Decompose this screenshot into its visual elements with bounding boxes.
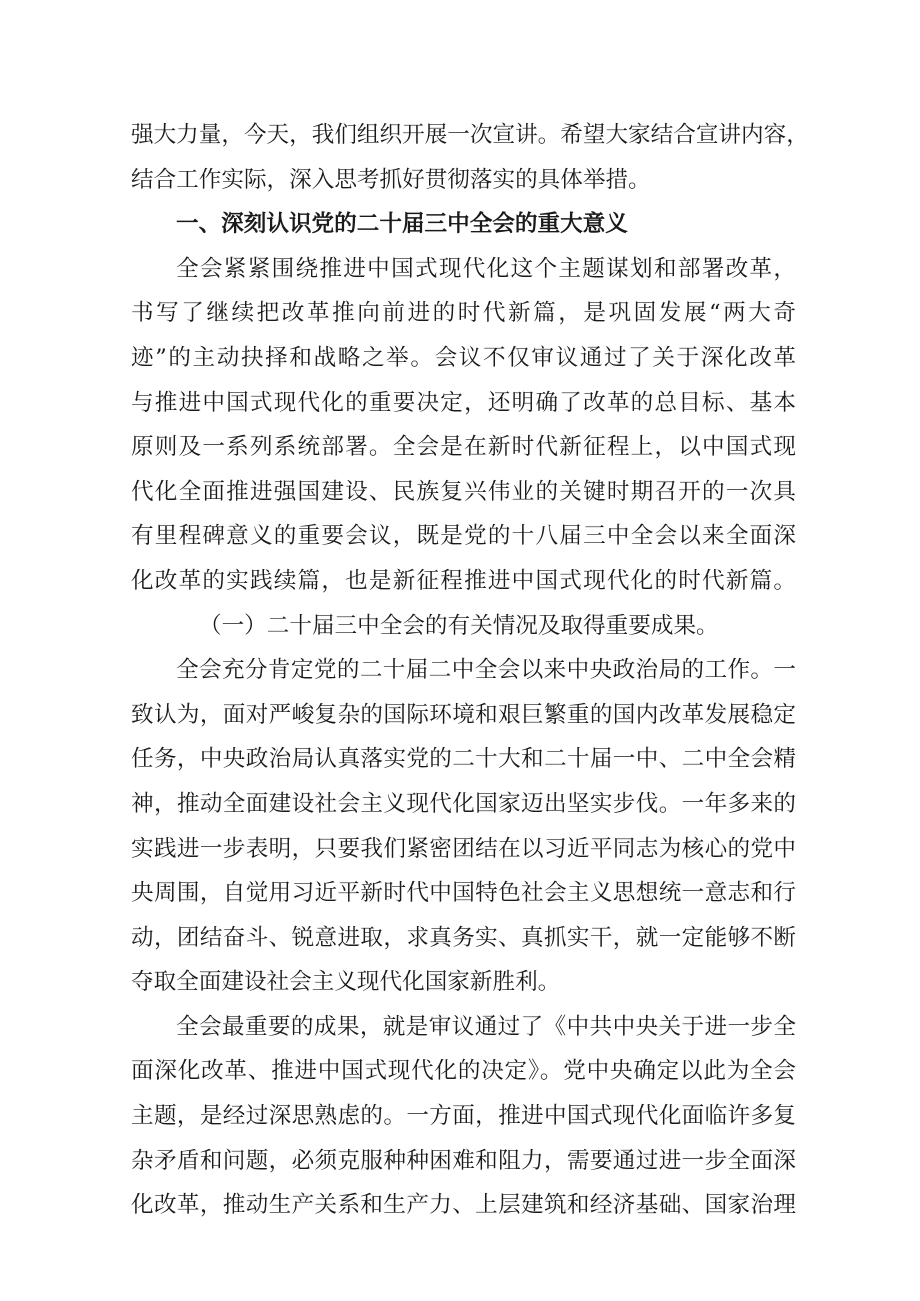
text-line: 原则及一系列系统部署。全会是在新时代新征程上，以中国式现: [131, 434, 796, 461]
text-line: 全会紧紧围绕推进中国式现代化这个主题谋划和部署改革，: [176, 255, 796, 282]
text-line: 神，推动全面建设社会主义现代化国家迈出坚实步伐。一年多来的: [131, 790, 796, 817]
text-line: 夺取全面建设社会主义现代化国家新胜利。: [131, 969, 561, 996]
text-line: 央周围，自觉用习近平新时代中国特色社会主义思想统一意志和行: [131, 880, 796, 907]
text-line: 代化全面推进强国建设、民族复兴伟业的关键时期召开的一次具: [131, 478, 796, 505]
text-line: 结合工作实际，深入思考抓好贯彻落实的具体举措。: [131, 166, 651, 193]
text-line: 致认为，面对严峻复杂的国际环境和艰巨繁重的国内改革发展稳定: [131, 701, 796, 728]
text-line: 迹”的主动抉择和战略之举。会议不仅审议通过了关于深化改革: [131, 344, 796, 371]
text-line: 面深化改革、推进中国式现代化的决定》。党中央确定以此为全会: [131, 1058, 796, 1085]
text-line: 实践进一步表明，只要我们紧密团结在以习近平同志为核心的党中: [131, 835, 796, 862]
text-line: 有里程碑意义的重要会议，既是党的十八届三中全会以来全面深: [131, 523, 796, 550]
text-line: 全会充分肯定党的二十届二中全会以来中央政治局的工作。一: [176, 657, 796, 684]
text-line: 强大力量，今天，我们组织开展一次宣讲。希望大家结合宣讲内容，: [131, 122, 809, 148]
text-line: 杂矛盾和问题，必须克服种种困难和阻力，需要通过进一步全面深: [131, 1147, 796, 1174]
text-line: 主题，是经过深思熟虑的。一方面，推进中国式现代化面临许多复: [131, 1103, 796, 1130]
subsection-heading: （一）二十届三中全会的有关情况及取得重要成果。: [199, 612, 719, 639]
text-line: 全会最重要的成果，就是审议通过了《中共中央关于进一步全: [176, 1013, 796, 1040]
text-line: 化改革的实践续篇，也是新征程推进中国式现代化的时代新篇。: [131, 567, 796, 594]
text-line: 书写了继续把改革推向前进的时代新篇，是巩固发展“两大奇: [131, 300, 796, 327]
text-line: 任务，中央政治局认真落实党的二十大和二十届一中、二中全会精: [131, 746, 796, 773]
text-line: 动，团结奋斗、锐意进取，求真务实、真抓实干，就一定能够不断: [131, 924, 796, 951]
document-page: [131, 113, 809, 1228]
text-line: 与推进中国式现代化的重要决定，还明确了改革的总目标、基本: [131, 389, 796, 416]
text-line: 化改革，推动生产关系和生产力、上层建筑和经济基础、国家治理: [131, 1192, 796, 1219]
section-heading: 一、深刻认识党的二十届三中全会的重大意义: [176, 211, 628, 238]
